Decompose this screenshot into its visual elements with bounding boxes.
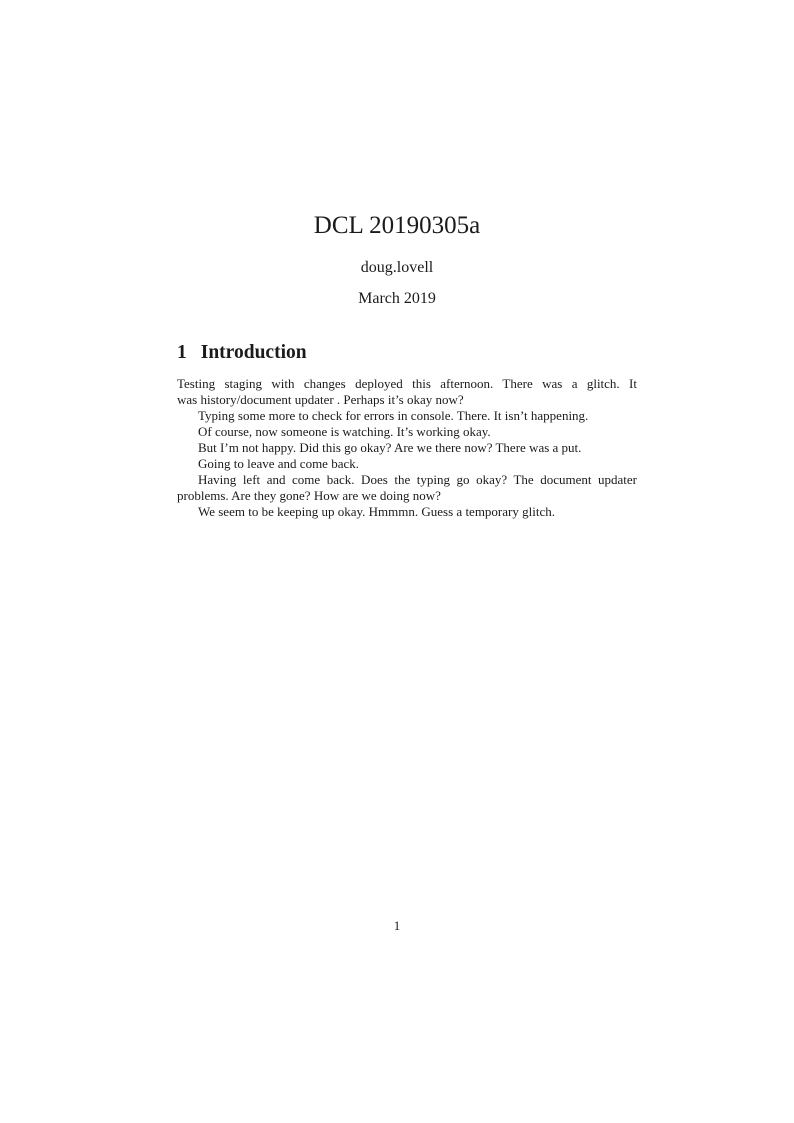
page-number: 1: [393, 918, 401, 933]
section-heading: [177, 342, 307, 363]
body-line: Having left and come back. Does the typing go okay? The document updater: [198, 472, 637, 487]
body-line: Testing staging with changes deployed this afternoon. There was a glitch. It: [177, 376, 637, 391]
section-number: 1: [177, 342, 187, 363]
document-title: DCL 20190305a: [313, 212, 481, 239]
document-author: doug.lovell: [360, 259, 434, 276]
body-line: was history/document updater . Perhaps it’s okay now?: [177, 392, 464, 407]
body-line: But I’m not happy. Did this go okay? Are we there now? There was a put.: [198, 440, 582, 455]
section-title: Introduction: [200, 342, 307, 363]
body-text: [177, 376, 637, 520]
body-line: problems. Are they gone? How are we doing now?: [177, 488, 441, 503]
body-line: Typing some more to check for errors in console. There. It isn’t happening.: [198, 408, 589, 423]
document-date: March 2019: [358, 290, 436, 307]
body-line: Of course, now someone is watching. It’s working okay.: [198, 424, 491, 439]
body-line: Going to leave and come back.: [198, 456, 359, 471]
body-line: We seem to be keeping up okay. Hmmmn. Guess a temporary glitch.: [198, 504, 555, 519]
